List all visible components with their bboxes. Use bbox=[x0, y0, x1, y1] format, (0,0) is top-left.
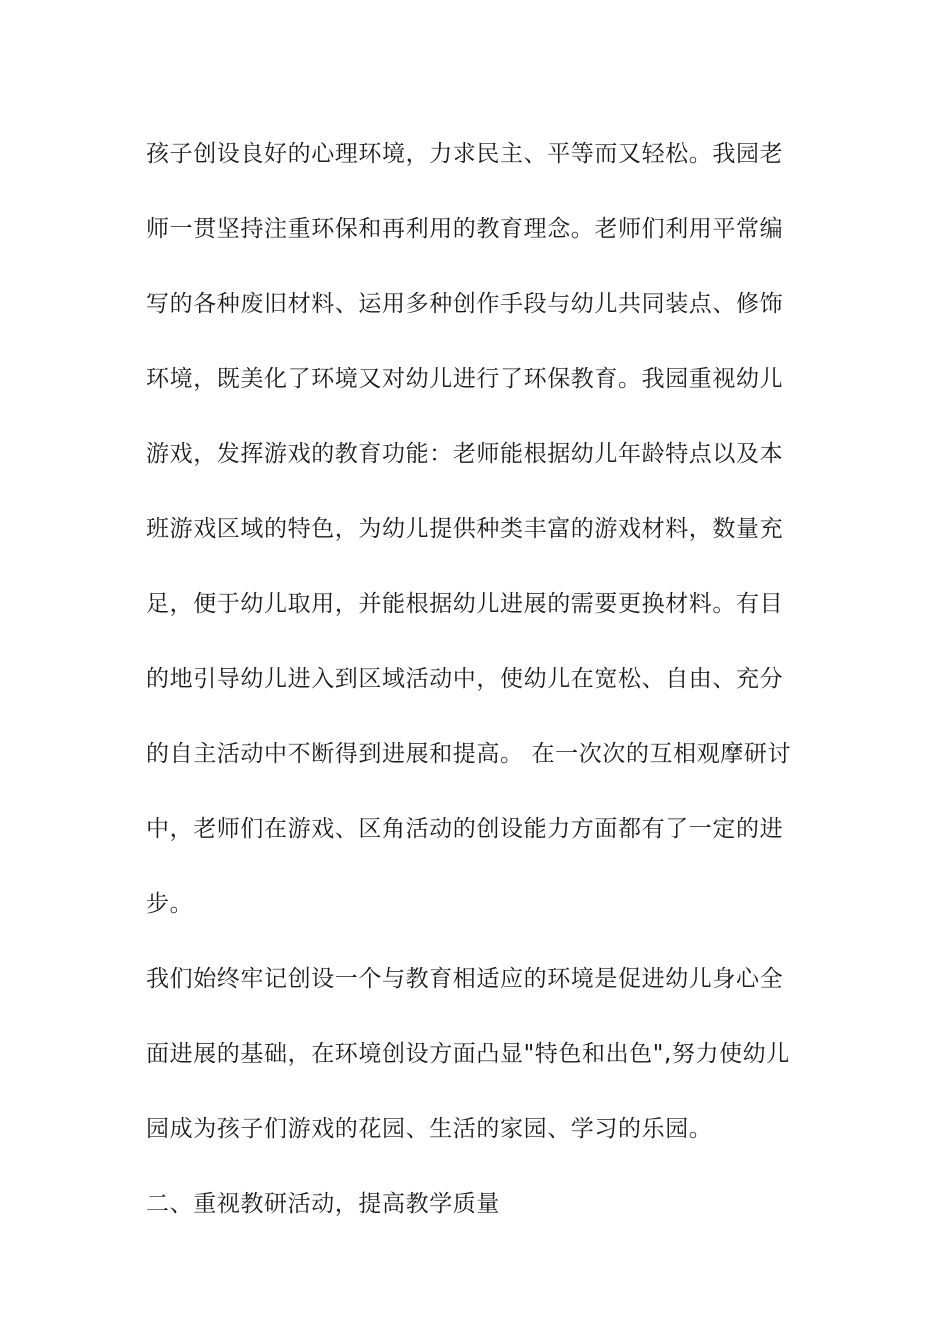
text-line: 中，老师们在游戏、区角活动的创设能力方面都有了一定的进 bbox=[146, 816, 784, 842]
text-line: 环境，既美化了环境又对幼儿进行了环保教育。我园重视幼儿 bbox=[146, 366, 784, 392]
text-line: 游戏，发挥游戏的教育功能：老师能根据幼儿年龄特点以及本 bbox=[146, 441, 784, 467]
text-line: 步。 bbox=[146, 891, 194, 917]
paragraph-2 bbox=[146, 958, 816, 1183]
section-heading: 二、重视教研活动，提高教学质量 bbox=[146, 1191, 500, 1217]
text-line: 的自主活动中不断得到进展和提高。 在一次次的互相观摩研讨 bbox=[146, 741, 792, 767]
text-line: 班游戏区域的特色，为幼儿提供种类丰富的游戏材料，数量充 bbox=[146, 516, 784, 542]
text-line: 写的各种废旧材料、运用多种创作手段与幼儿共同装点、修饰 bbox=[146, 291, 784, 317]
text-line: 孩子创设良好的心理环境，力求民主、平等而又轻松。我园老 bbox=[146, 141, 784, 167]
text-line: 园成为孩子们游戏的花园、生活的家园、学习的乐园。 bbox=[146, 1116, 713, 1142]
text-line: 足，便于幼儿取用，并能根据幼儿进展的需要更换材料。有目 bbox=[146, 591, 784, 617]
text-line: 我们始终牢记创设一个与教育相适应的环境是促进幼儿身心全 bbox=[146, 966, 784, 992]
document-body bbox=[146, 133, 816, 1258]
text-line: 师一贯坚持注重环保和再利用的教育理念。老师们利用平常编 bbox=[146, 216, 784, 242]
text-line: 面进展的基础，在环境创设方面凸显"特色和出色",努力使幼儿 bbox=[146, 1041, 790, 1067]
paragraph-1 bbox=[146, 133, 816, 958]
text-line: 的地引导幼儿进入到区域活动中，使幼儿在宽松、自由、充分 bbox=[146, 666, 784, 692]
